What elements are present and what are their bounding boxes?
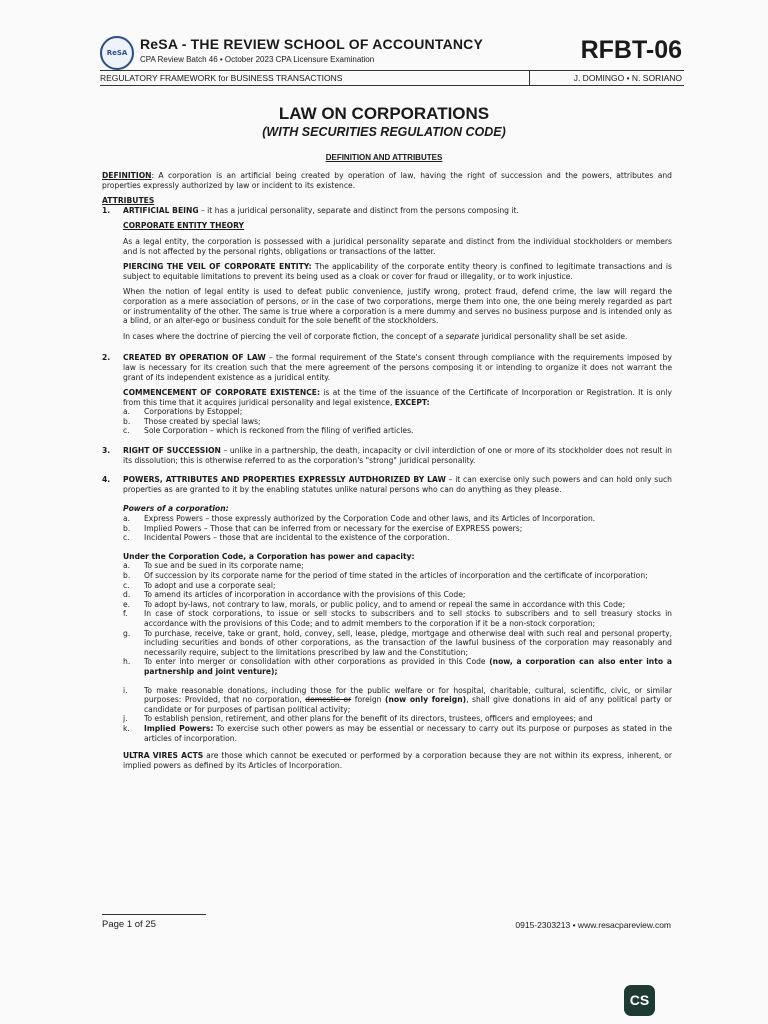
- list-item: c. Incidental Powers – those that are incidental to the existence of the corporation.: [123, 533, 450, 543]
- header-separator: [529, 71, 530, 86]
- footer-contact: 0915-2303213 • www.resacpareview.com: [515, 920, 671, 930]
- header-rule-bottom: [100, 85, 684, 86]
- page-title: LAW ON CORPORATIONS: [278, 104, 490, 123]
- list-item: b. Of succession by its corporate name for the period of time stated in the articles of incorporation and the certificate of incorporation;: [123, 571, 648, 580]
- cases-paragraph: In cases where the doctrine of piercing the veil of corporate fiction, the concept of a separate juridical personality shall be set aside.: [123, 331, 628, 341]
- footer-rule: [102, 914, 206, 915]
- definition-paragraph: DEFINITION: A corporation is an artificial being created by operation of law, having the right of succession and the powers, attributes and properties expressly authorized by law or incident to its existence.: [102, 171, 672, 190]
- school-name: ReSA - THE REVIEW SCHOOL OF ACCOUNTANCY: [140, 36, 484, 52]
- list-item: b. Those created by special laws;: [123, 416, 261, 426]
- notion-paragraph: When the notion of legal entity is used to defeat public convenience, justify wrong, protect fraud, defend crime, the law will regard the corporation as a mere association of persons, or in the case of two corporations, merge them into one, the one being merely regarded as part or instrumentality of the other. The same is true where a corporation is a mere dummy and serves no business purpose and is intended only as a blind, or an alter-ego or business conduit for the sole benefit of the stockholders.: [123, 287, 672, 326]
- attributes-label: ATTRIBUTES: [102, 196, 155, 206]
- exceptions-list: [102, 407, 672, 436]
- subject-title: REGULATORY FRAMEWORK for BUSINESS TRANSACTIONS: [100, 73, 343, 83]
- list-item: k. Implied Powers: To exercise such other powers as may be essential or necessary to carry out its purpose or purposes as stated in the articles of incorporation.: [123, 723, 672, 743]
- list-item: i. To make reasonable donations, including those for the public welfare or for hospital, charitable, cultural, scientific, civic, or similar purposes: Provided, that no corporation, domestic or foreign (now only foreign), shall give donations in aid of any political party or candidate or for purposes of partisan political activity;: [123, 685, 672, 714]
- powers-list: [102, 514, 672, 543]
- list-item: a. Corporations by Estoppel;: [123, 407, 243, 417]
- list-item: h. To enter into merger or consolidation with other corporations as provided in this Code (now, a corporation can also enter into a partnership and joint venture);: [123, 657, 672, 676]
- code-powers-heading: Under the Corporation Code, a Corporation has power and capacity:: [123, 551, 415, 561]
- header-rule-top: [100, 70, 684, 71]
- attribute-item: 1. ARTIFICIAL BEING – it has a juridical personality, separate and distinct from the persons composing it.: [102, 205, 519, 215]
- list-item: g. To purchase, receive, take or grant, hold, convey, sell, lease, pledge, mortgage and otherwise deal with such real and personal property, including securities and bonds of other corporations, as the transaction of the lawful business of the corporation may reasonably and necessarily require, subject to the limitations prescribed by law and the Constitution;: [123, 628, 672, 657]
- code-powers-list: [102, 561, 672, 743]
- section-heading: DEFINITION AND ATTRIBUTES: [325, 153, 443, 162]
- authors: J. DOMINGO • N. SORIANO: [573, 73, 682, 83]
- list-item: c. Sole Corporation – which is reckoned from the filing of verified articles.: [123, 426, 414, 436]
- list-item: f. In case of stock corporations, to issue or sell stocks to subscribers and to sell stocks to subscribers and to sell treasury stocks in accordance with the provisions of this Code; and to admit members to the corporation if it be a non-stock corporation;: [123, 609, 672, 628]
- list-item: a. To sue and be sued in its corporate name;: [123, 561, 304, 571]
- page-subtitle: (WITH SECURITIES REGULATION CODE): [262, 125, 506, 139]
- attribute-item: 2. CREATED BY OPERATION OF LAW – the formal requirement of the State's consent through compliance with the requirements imposed by law is necessary for its creation such that the mere agreement of the persons composing it or intending to organize it does not warrant the grant of its independent existence as a juridical entity.: [102, 353, 672, 382]
- list-item: b. Implied Powers – Those that can be inferred from or necessary for the exercise of EXPRESS powers;: [123, 523, 523, 533]
- document-header: [100, 34, 684, 86]
- commencement-paragraph: COMMENCEMENT OF CORPORATE EXISTENCE: is at the time of the issuance of the Certificate of Incorporation or Registration. It is only from this time that it acquires juridical personality and legal existence, EXCEPT:: [123, 388, 672, 407]
- ultra-vires-paragraph: ULTRA VIRES ACTS are those which cannot be executed or performed by a corporation because they are not within its express, inherent, or implied powers as defined by its Articles of Incorporation.: [123, 751, 673, 770]
- list-item: c. To adopt and use a corporate seal;: [123, 580, 276, 590]
- attribute-item: 4. POWERS, ATTRIBUTES AND PROPERTIES EXPRESSLY AUTDHORIZED BY LAW – it can exercise only such powers and can hold only such properties as are granted to it by the enabling statutes unlike natural persons who can do anything as they please.: [102, 475, 672, 494]
- theory-paragraph: As a legal entity, the corporation is possessed with a juridical personality separate and distinct from the individual stockholders or members and is not affected by the personal rights, obligations or transactions of the latter.: [123, 236, 672, 256]
- page-number: Page 1 of 25: [102, 919, 156, 930]
- list-item: d. To amend its articles of incorporation in accordance with the provisions of this Code;: [123, 590, 466, 600]
- document-body: [102, 171, 672, 776]
- definition-label: DEFINITION: [102, 171, 152, 180]
- batch-info: CPA Review Batch 46 • October 2023 CPA Licensure Examination: [140, 55, 375, 64]
- resa-logo: ReSA: [100, 36, 134, 70]
- powers-heading: Powers of a corporation:: [123, 504, 229, 514]
- list-item: j. To establish pension, retirement, and other plans for the benefit of its directors, trustees, officers and employees; and: [123, 714, 593, 724]
- veil-paragraph: PIERCING THE VEIL OF CORPORATE ENTITY: The applicability of the corporate entity theory is confined to legitimate transactions and is subject to equitable limitations to prevent its being used as a cloak or cover for fraud or illegality, or to work injustice.: [123, 262, 672, 281]
- document-code: RFBT-06: [580, 36, 682, 64]
- theory-heading: CORPORATE ENTITY THEORY: [123, 221, 245, 231]
- attribute-item: 3. RIGHT OF SUCCESSION – unlike in a partnership, the death, incapacity or civil interdiction of one or more of its stockholder does not result in its dissolution; this is otherwise referred to as the corporation's "strong" juridical personality.: [102, 446, 672, 465]
- list-item: e. To adopt by-laws, not contrary to law, morals, or public policy, and to amend or repeal the same in accordance with this Code;: [123, 599, 626, 609]
- list-item: a. Express Powers – those expressly authorized by the Corporation Code and other laws, and its Articles of Incorporation.: [123, 514, 596, 524]
- camscanner-badge-icon[interactable]: CS: [624, 985, 655, 1016]
